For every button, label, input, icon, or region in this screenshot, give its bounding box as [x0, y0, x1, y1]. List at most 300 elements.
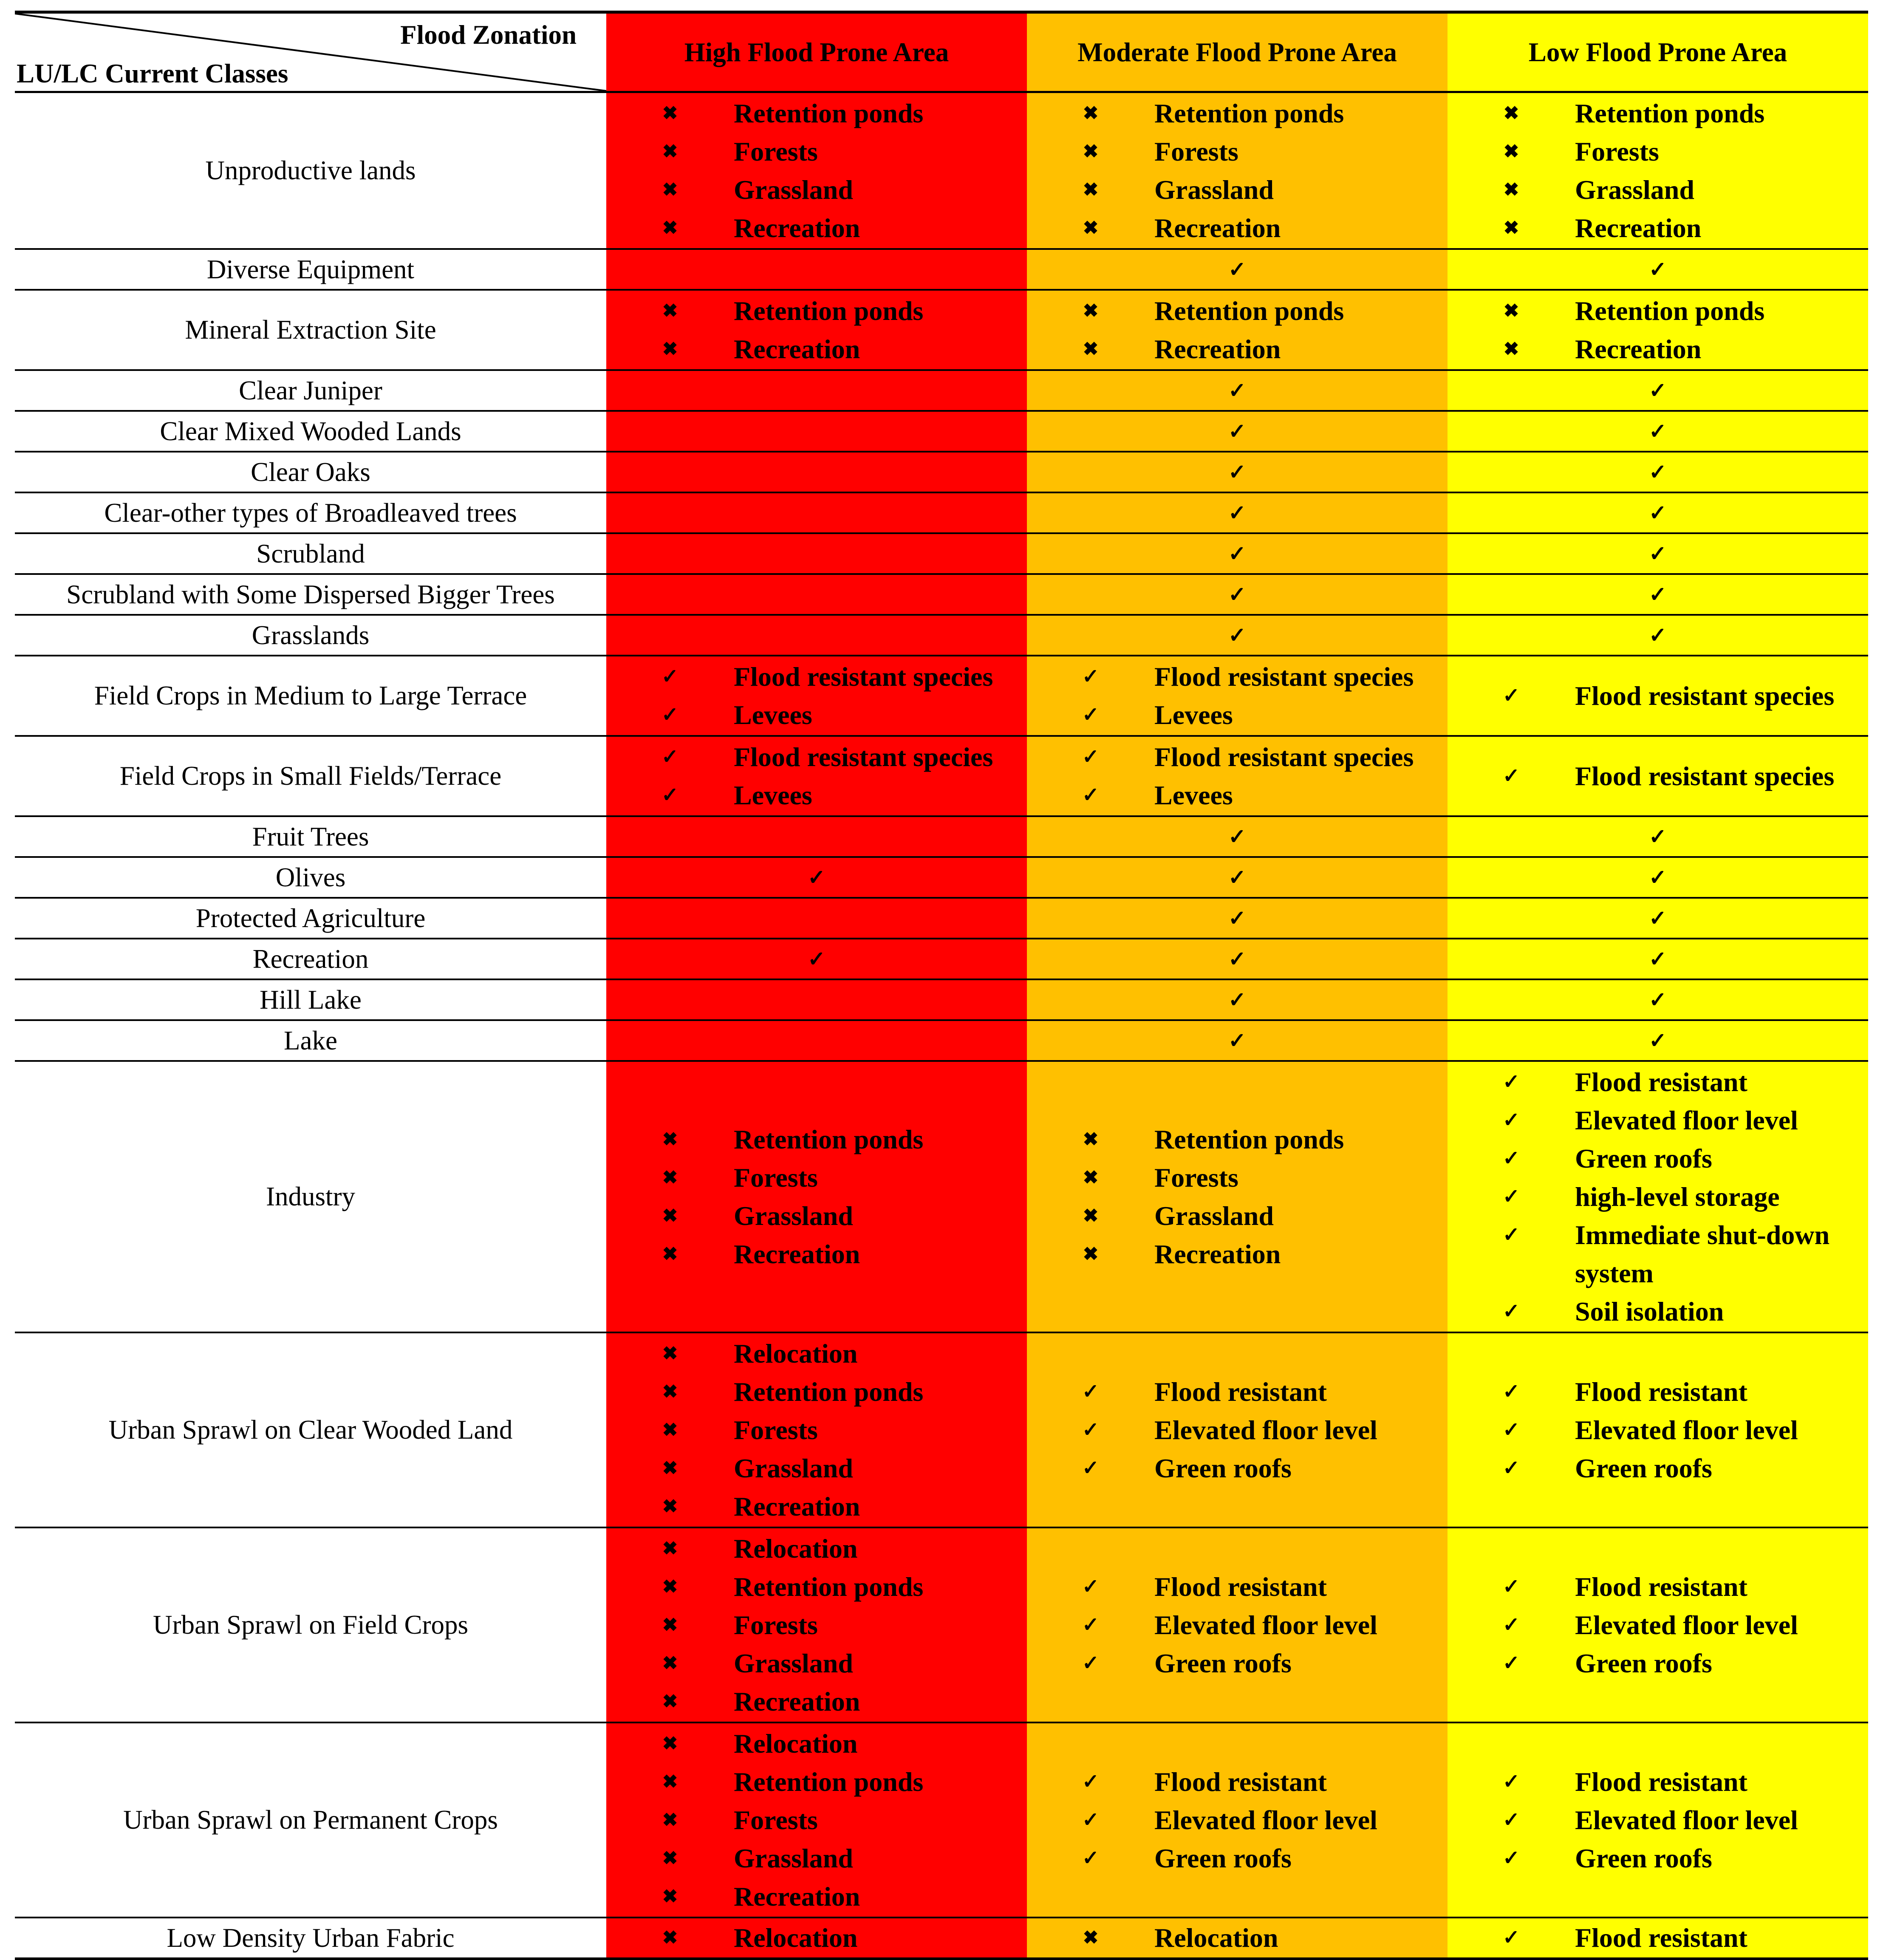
measure-item — [606, 1335, 1027, 1373]
measure-item — [606, 696, 1027, 734]
header-row — [15, 12, 1868, 92]
measure-text: Grassland — [734, 174, 853, 205]
check-icon: ✓ — [1649, 1029, 1667, 1052]
row-label: Urban Sprawl on Permanent Crops — [15, 1722, 606, 1918]
high-zone-cell — [606, 370, 1027, 411]
check-icon: ✓ — [1082, 665, 1100, 688]
measure-item — [606, 209, 1027, 247]
measure-text: Levees — [734, 699, 812, 730]
measure-item — [1448, 133, 1868, 171]
moderate-zone-cell — [1027, 492, 1448, 533]
measure-text: Grassland — [1575, 174, 1694, 205]
cross-icon: ✖ — [662, 1886, 678, 1907]
check-icon: ✓ — [1502, 1418, 1520, 1441]
measure-text: Immediate shut-down system — [1575, 1219, 1830, 1288]
table-row — [15, 92, 1868, 249]
measure-text: Forests — [734, 1414, 818, 1445]
high-zone-cell — [606, 1061, 1027, 1332]
measure-item — [1027, 330, 1448, 368]
measure-text: Elevated floor level — [1154, 1414, 1377, 1445]
cross-icon: ✖ — [662, 1381, 678, 1402]
measure-item — [1027, 776, 1448, 815]
high-zone-cell — [606, 939, 1027, 979]
table-row — [15, 492, 1868, 533]
measure-item — [1448, 1140, 1868, 1178]
row-label: Fruit Trees — [15, 816, 606, 857]
measure-item — [606, 1411, 1027, 1449]
low-zone-cell — [1448, 615, 1868, 656]
cross-icon: ✖ — [1083, 102, 1099, 124]
measure-text: Grassland — [1154, 1200, 1274, 1231]
low-zone-cell — [1448, 1061, 1868, 1332]
moderate-zone-cell — [1027, 1020, 1448, 1061]
row-label: Low Density Urban Fabric — [15, 1918, 606, 1959]
row-label: Scrubland with Some Dispersed Bigger Trees — [15, 574, 606, 615]
check-icon: ✓ — [1502, 764, 1520, 787]
measure-item — [1027, 696, 1448, 734]
check-icon: ✓ — [1502, 1575, 1520, 1598]
measure-text: Recreation — [734, 1686, 860, 1717]
check-icon: ✓ — [1649, 583, 1667, 606]
measure-text: Recreation — [1154, 212, 1281, 243]
measure-item — [1027, 209, 1448, 247]
measure-item — [1448, 1063, 1868, 1101]
cross-icon: ✖ — [662, 1496, 678, 1517]
measure-text: Green roofs — [1154, 1843, 1292, 1873]
check-icon: ✓ — [1649, 988, 1667, 1012]
measure-item — [606, 776, 1027, 815]
check-icon: ✓ — [1228, 623, 1246, 647]
check-icon: ✓ — [1082, 1613, 1100, 1636]
low-zone-cell — [1448, 1722, 1868, 1918]
high-zone-cell — [606, 656, 1027, 736]
measure-item — [1448, 757, 1868, 795]
measure-item — [1027, 1839, 1448, 1878]
check-icon: ✓ — [1228, 379, 1246, 402]
cross-icon: ✖ — [1503, 300, 1519, 321]
check-icon: ✓ — [1649, 379, 1667, 402]
cross-icon: ✖ — [1083, 1167, 1099, 1188]
measure-text: Green roofs — [1575, 1648, 1712, 1678]
measure-text: Flood resistant species — [1575, 761, 1835, 791]
check-icon: ✓ — [1082, 1418, 1100, 1441]
check-icon: ✓ — [1502, 1770, 1520, 1793]
measure-text: Flood resistant — [1154, 1571, 1327, 1602]
measure-text: Levees — [1154, 780, 1233, 810]
measure-text: Relocation — [734, 1533, 858, 1564]
moderate-zone-cell — [1027, 1527, 1448, 1722]
high-zone-cell — [606, 249, 1027, 290]
measure-item — [1027, 1919, 1448, 1957]
measure-item — [606, 1606, 1027, 1644]
low-zone-cell — [1448, 411, 1868, 452]
measure-item — [1027, 658, 1448, 696]
cross-icon: ✖ — [1083, 141, 1099, 162]
flood-measures-table — [15, 11, 1868, 1960]
check-icon: ✓ — [1649, 906, 1667, 930]
measure-item — [1027, 1411, 1448, 1449]
measure-item — [1027, 94, 1448, 133]
table-row — [15, 1020, 1868, 1061]
measure-item — [1027, 1159, 1448, 1197]
check-icon: ✓ — [1082, 783, 1100, 806]
measure-item — [1448, 1606, 1868, 1644]
check-icon: ✓ — [1502, 1652, 1520, 1674]
check-icon: ✓ — [1649, 460, 1667, 484]
check-icon: ✓ — [1649, 257, 1667, 281]
cross-icon: ✖ — [1083, 1205, 1099, 1226]
check-icon: ✓ — [1228, 988, 1246, 1012]
cross-icon: ✖ — [662, 1576, 678, 1597]
measure-text: Retention ponds — [1575, 295, 1765, 326]
row-label: Hill Lake — [15, 979, 606, 1020]
cross-icon: ✖ — [1083, 179, 1099, 200]
cross-icon: ✖ — [662, 1652, 678, 1674]
measure-item — [1448, 94, 1868, 133]
check-icon: ✓ — [1502, 1185, 1520, 1208]
cross-icon: ✖ — [1503, 102, 1519, 124]
measure-text: Retention ponds — [1154, 295, 1344, 326]
measure-text: Flood resistant — [1575, 1923, 1747, 1953]
check-icon: ✓ — [1502, 1808, 1520, 1831]
measure-item — [606, 133, 1027, 171]
check-icon: ✓ — [1082, 1652, 1100, 1674]
measure-text: Retention ponds — [1154, 1124, 1344, 1154]
table-row — [15, 533, 1868, 574]
moderate-zone-cell — [1027, 452, 1448, 492]
check-icon: ✓ — [1649, 542, 1667, 566]
measure-item — [1448, 1839, 1868, 1878]
high-zone-cell — [606, 290, 1027, 370]
check-icon: ✓ — [661, 745, 679, 768]
table-row — [15, 1918, 1868, 1959]
cross-icon: ✖ — [662, 1733, 678, 1754]
low-zone-cell — [1448, 492, 1868, 533]
high-zone-cell — [606, 1918, 1027, 1959]
measure-text: Recreation — [734, 1239, 860, 1269]
measure-item — [1027, 1606, 1448, 1644]
cross-icon: ✖ — [662, 300, 678, 321]
measure-item — [606, 1449, 1027, 1488]
measure-item — [1027, 292, 1448, 330]
moderate-zone-cell — [1027, 1918, 1448, 1959]
header-corner-cell — [15, 12, 606, 92]
measure-item — [1027, 1120, 1448, 1159]
measure-item — [1448, 330, 1868, 368]
measure-item — [1448, 1178, 1868, 1216]
check-icon: ✓ — [1228, 947, 1246, 971]
measure-item — [1027, 1568, 1448, 1606]
measure-item — [606, 658, 1027, 696]
cross-icon: ✖ — [662, 179, 678, 200]
cross-icon: ✖ — [1083, 217, 1099, 238]
measure-item — [1448, 1763, 1868, 1801]
measure-text: Grassland — [1154, 174, 1274, 205]
low-zone-cell — [1448, 290, 1868, 370]
check-icon: ✓ — [1082, 1457, 1100, 1479]
measure-text: Recreation — [734, 212, 860, 243]
high-zone-cell — [606, 898, 1027, 939]
measure-item — [1448, 1293, 1868, 1331]
check-icon: ✓ — [1228, 825, 1246, 848]
moderate-zone-cell — [1027, 370, 1448, 411]
table-row — [15, 736, 1868, 816]
check-icon: ✓ — [1228, 906, 1246, 930]
check-icon: ✓ — [1082, 703, 1100, 726]
high-zone-cell — [606, 492, 1027, 533]
measure-item — [606, 1235, 1027, 1273]
high-zone-cell — [606, 452, 1027, 492]
low-zone-cell — [1448, 816, 1868, 857]
measure-text: Relocation — [1154, 1923, 1278, 1953]
low-zone-cell — [1448, 370, 1868, 411]
moderate-zone-cell — [1027, 939, 1448, 979]
measure-item — [1027, 1197, 1448, 1235]
row-label: Clear-other types of Broadleaved trees — [15, 492, 606, 533]
check-icon: ✓ — [1502, 684, 1520, 707]
low-zone-cell — [1448, 656, 1868, 736]
measure-item — [1448, 209, 1868, 247]
measure-item — [1448, 1216, 1868, 1293]
measure-text: Flood resistant — [1575, 1066, 1747, 1097]
measure-item — [606, 1839, 1027, 1878]
measure-text: Green roofs — [1154, 1453, 1292, 1483]
row-label: Urban Sprawl on Field Crops — [15, 1527, 606, 1722]
measure-item — [606, 1644, 1027, 1683]
measure-text: Retention ponds — [734, 1376, 924, 1407]
moderate-zone-cell — [1027, 816, 1448, 857]
check-icon: ✓ — [1649, 825, 1667, 848]
measure-text: Flood resistant species — [1154, 661, 1414, 692]
check-icon: ✓ — [1502, 1457, 1520, 1479]
measure-text: Forests — [734, 136, 818, 167]
check-icon: ✓ — [1502, 1147, 1520, 1170]
low-zone-header: Low Flood Prone Area — [1448, 12, 1868, 92]
table-row — [15, 656, 1868, 736]
measure-item — [1448, 1568, 1868, 1606]
cross-icon: ✖ — [662, 102, 678, 124]
check-icon: ✓ — [1502, 1300, 1520, 1323]
measure-text: Forests — [734, 1804, 818, 1835]
table-row — [15, 816, 1868, 857]
measure-text: Forests — [1154, 1162, 1238, 1193]
check-icon: ✓ — [1082, 1770, 1100, 1793]
table-row — [15, 857, 1868, 898]
measure-text: Green roofs — [1575, 1143, 1712, 1174]
row-label: Clear Mixed Wooded Lands — [15, 411, 606, 452]
cross-icon: ✖ — [662, 1614, 678, 1635]
row-label: Mineral Extraction Site — [15, 290, 606, 370]
cross-icon: ✖ — [662, 1771, 678, 1792]
check-icon: ✓ — [1082, 1380, 1100, 1403]
measure-text: Grassland — [734, 1648, 853, 1678]
high-zone-cell — [606, 979, 1027, 1020]
check-icon: ✓ — [1502, 1926, 1520, 1949]
check-icon: ✓ — [1502, 1380, 1520, 1403]
high-zone-cell — [606, 92, 1027, 249]
measure-text: Green roofs — [1154, 1648, 1292, 1678]
low-zone-cell — [1448, 736, 1868, 816]
measure-text: Green roofs — [1575, 1453, 1712, 1483]
check-icon: ✓ — [1228, 583, 1246, 606]
measure-item — [606, 1801, 1027, 1839]
measure-text: Elevated floor level — [1154, 1609, 1377, 1640]
measure-item — [1027, 1644, 1448, 1683]
measure-text: Green roofs — [1575, 1843, 1712, 1873]
row-label: Field Crops in Small Fields/Terrace — [15, 736, 606, 816]
measure-item — [606, 1530, 1027, 1568]
table-row — [15, 290, 1868, 370]
measure-text: Relocation — [734, 1923, 858, 1953]
measure-text: Forests — [734, 1162, 818, 1193]
row-label: Urban Sprawl on Clear Wooded Land — [15, 1332, 606, 1527]
row-label: Clear Juniper — [15, 370, 606, 411]
table-row — [15, 1527, 1868, 1722]
measure-item — [1448, 292, 1868, 330]
measure-text: Elevated floor level — [1575, 1804, 1798, 1835]
measure-text: Retention ponds — [734, 1124, 924, 1154]
low-zone-cell — [1448, 979, 1868, 1020]
measure-text: Recreation — [734, 1881, 860, 1912]
low-zone-cell — [1448, 1020, 1868, 1061]
check-icon: ✓ — [1228, 501, 1246, 525]
check-icon: ✓ — [1228, 542, 1246, 566]
cross-icon: ✖ — [1083, 1927, 1099, 1948]
measure-text: Grassland — [734, 1453, 853, 1483]
check-icon: ✓ — [1228, 257, 1246, 281]
moderate-zone-cell — [1027, 533, 1448, 574]
check-icon: ✓ — [1082, 1808, 1100, 1831]
row-label: Clear Oaks — [15, 452, 606, 492]
row-label: Lake — [15, 1020, 606, 1061]
moderate-zone-cell — [1027, 857, 1448, 898]
low-zone-cell — [1448, 1527, 1868, 1722]
cross-icon: ✖ — [662, 1809, 678, 1830]
measure-text: Flood resistant — [1154, 1376, 1327, 1407]
check-icon: ✓ — [661, 665, 679, 688]
check-icon: ✓ — [1649, 501, 1667, 525]
moderate-zone-cell — [1027, 290, 1448, 370]
low-zone-cell — [1448, 452, 1868, 492]
cross-icon: ✖ — [1503, 179, 1519, 200]
measure-text: Flood resistant species — [1575, 680, 1835, 711]
cross-icon: ✖ — [662, 1243, 678, 1264]
table-row — [15, 370, 1868, 411]
measure-text: Soil isolation — [1575, 1296, 1724, 1326]
high-zone-cell — [606, 857, 1027, 898]
measure-item — [606, 1159, 1027, 1197]
measure-text: Flood resistant species — [1154, 741, 1414, 772]
low-zone-cell — [1448, 574, 1868, 615]
moderate-zone-cell — [1027, 249, 1448, 290]
table-row — [15, 1061, 1868, 1332]
lulc-classes-heading: LU/LC Current Classes — [17, 59, 288, 88]
table-row — [15, 574, 1868, 615]
measure-item — [606, 738, 1027, 776]
cross-icon: ✖ — [1503, 141, 1519, 162]
high-zone-header: High Flood Prone Area — [606, 12, 1027, 92]
moderate-zone-cell — [1027, 574, 1448, 615]
measure-item — [1448, 1449, 1868, 1488]
measure-text: Forests — [1575, 136, 1659, 167]
row-label: Protected Agriculture — [15, 898, 606, 939]
measure-text: Retention ponds — [1154, 98, 1344, 128]
high-zone-cell — [606, 736, 1027, 816]
measure-item — [606, 1568, 1027, 1606]
measure-item — [1027, 738, 1448, 776]
cross-icon: ✖ — [1083, 300, 1099, 321]
measure-item — [1027, 171, 1448, 209]
cross-icon: ✖ — [662, 1847, 678, 1869]
measure-item — [606, 1725, 1027, 1763]
table-row — [15, 615, 1868, 656]
high-zone-cell — [606, 411, 1027, 452]
high-zone-cell — [606, 533, 1027, 574]
measure-item — [1448, 1644, 1868, 1683]
measure-text: Flood resistant — [1575, 1376, 1747, 1407]
measure-item — [606, 1878, 1027, 1916]
row-label: Unproductive lands — [15, 92, 606, 249]
measure-item — [1448, 1411, 1868, 1449]
cross-icon: ✖ — [662, 1128, 678, 1150]
measure-text: Elevated floor level — [1575, 1414, 1798, 1445]
check-icon: ✓ — [1228, 1029, 1246, 1052]
low-zone-cell — [1448, 898, 1868, 939]
table-row — [15, 1332, 1868, 1527]
measure-text: high-level storage — [1575, 1181, 1780, 1212]
moderate-zone-cell — [1027, 1061, 1448, 1332]
check-icon: ✓ — [1502, 1223, 1520, 1246]
moderate-zone-cell — [1027, 1332, 1448, 1527]
measure-text: Retention ponds — [734, 295, 924, 326]
cross-icon: ✖ — [662, 1205, 678, 1226]
high-zone-cell — [606, 1527, 1027, 1722]
row-label: Grasslands — [15, 615, 606, 656]
measure-text: Retention ponds — [734, 98, 924, 128]
low-zone-cell — [1448, 939, 1868, 979]
cross-icon: ✖ — [662, 1343, 678, 1364]
moderate-zone-cell — [1027, 92, 1448, 249]
cross-icon: ✖ — [662, 1419, 678, 1440]
measure-text: Elevated floor level — [1575, 1105, 1798, 1135]
measure-text: Flood resistant — [1575, 1571, 1747, 1602]
cross-icon: ✖ — [662, 217, 678, 238]
measure-text: Levees — [734, 780, 812, 810]
measure-item — [606, 1919, 1027, 1957]
high-zone-cell — [606, 1332, 1027, 1527]
measure-item — [606, 1488, 1027, 1526]
cross-icon: ✖ — [662, 1538, 678, 1559]
measure-item — [1448, 1919, 1868, 1957]
low-zone-cell — [1448, 533, 1868, 574]
measure-text: Retention ponds — [734, 1571, 924, 1602]
measure-text: Flood resistant — [1575, 1766, 1747, 1797]
measure-text: Elevated floor level — [1575, 1609, 1798, 1640]
moderate-zone-cell — [1027, 656, 1448, 736]
measure-text: Flood resistant species — [734, 741, 993, 772]
measure-item — [606, 1197, 1027, 1235]
measure-item — [606, 292, 1027, 330]
row-label: Scrubland — [15, 533, 606, 574]
measure-item — [606, 94, 1027, 133]
table-row — [15, 452, 1868, 492]
moderate-zone-cell — [1027, 411, 1448, 452]
measure-text: Elevated floor level — [1154, 1804, 1377, 1835]
check-icon: ✓ — [1228, 460, 1246, 484]
check-icon: ✓ — [1502, 1847, 1520, 1869]
check-icon: ✓ — [1502, 1109, 1520, 1131]
measure-text: Recreation — [1154, 334, 1281, 364]
